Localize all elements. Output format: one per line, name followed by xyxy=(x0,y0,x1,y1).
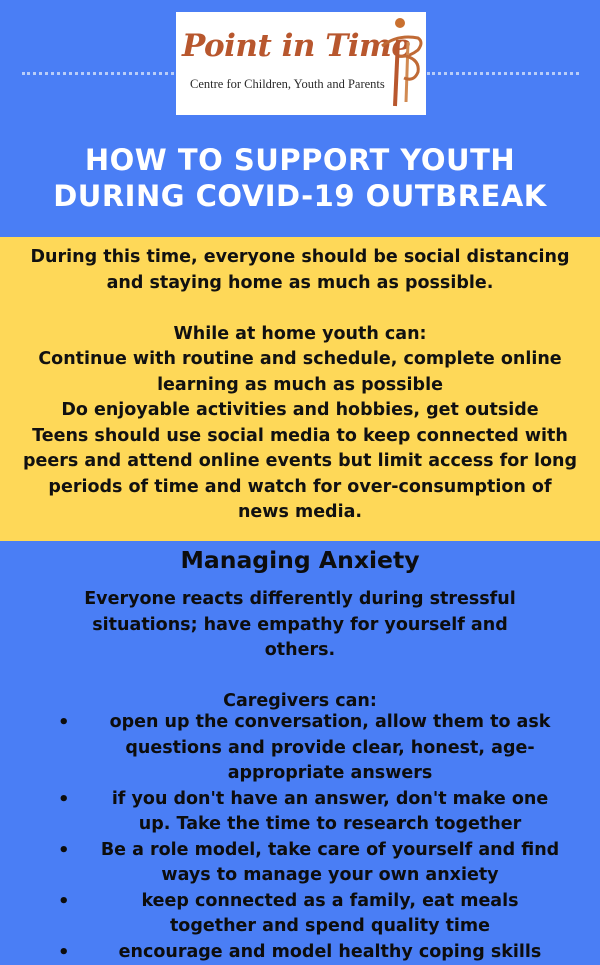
list-item xyxy=(0,838,600,889)
home-line: news media. xyxy=(0,500,600,526)
logo-subtitle: Centre for Children, Youth and Parents xyxy=(190,77,385,92)
dotted-divider-left xyxy=(22,72,174,75)
home-line: Continue with routine and schedule, complete online xyxy=(0,347,600,373)
anxiety-line: situations; have empathy for yourself and xyxy=(0,613,600,639)
home-line: Teens should use social media to keep connected with xyxy=(0,424,600,450)
list-item-line: if you don't have an answer, don't make one xyxy=(80,787,580,813)
list-item-line: questions and provide clear, honest, age- xyxy=(80,736,580,762)
list-item xyxy=(0,787,600,838)
list-item-line: encourage and model healthy coping skills xyxy=(80,940,580,965)
anxiety-intro xyxy=(0,587,600,715)
caregivers-heading: Caregivers can: xyxy=(0,689,600,715)
home-line: periods of time and watch for over-consumption of xyxy=(0,475,600,501)
list-item xyxy=(0,710,600,787)
bullet-icon: • xyxy=(58,940,70,965)
title-line-2: DURING COVID-19 OUTBREAK xyxy=(0,178,600,214)
intro-line: During this time, everyone should be social distancing xyxy=(0,245,600,271)
dotted-divider-right xyxy=(427,72,579,75)
page-title xyxy=(0,142,600,214)
bullet-icon: • xyxy=(58,710,70,736)
list-item-line: open up the conversation, allow them to ask xyxy=(80,710,580,736)
intro-line: and staying home as much as possible. xyxy=(0,271,600,297)
list-item-line: ways to manage your own anxiety xyxy=(80,863,580,889)
spacer xyxy=(0,664,600,690)
list-item-line: together and spend quality time xyxy=(80,914,580,940)
home-heading: While at home youth can: xyxy=(0,322,600,348)
caregiver-list xyxy=(0,710,600,965)
title-line-1: HOW TO SUPPORT YOUTH xyxy=(0,142,600,178)
home-line: learning as much as possible xyxy=(0,373,600,399)
anxiety-line: Everyone reacts differently during stressful xyxy=(0,587,600,613)
bullet-icon: • xyxy=(58,889,70,915)
bullet-icon: • xyxy=(58,838,70,864)
logo-title: Point in Time xyxy=(182,28,411,64)
list-item xyxy=(0,889,600,940)
logo-mark-icon xyxy=(378,16,424,110)
anxiety-heading: Managing Anxiety xyxy=(0,545,600,575)
home-line: Do enjoyable activities and hobbies, get outside xyxy=(0,398,600,424)
list-item-line: Be a role model, take care of yourself and find xyxy=(80,838,580,864)
spacer xyxy=(0,296,600,322)
logo xyxy=(176,12,426,115)
list-item xyxy=(0,940,600,965)
list-item-line: up. Take the time to research together xyxy=(80,812,580,838)
home-section xyxy=(0,245,600,526)
list-item-line: appropriate answers xyxy=(80,761,580,787)
anxiety-line: others. xyxy=(0,638,600,664)
bullet-icon: • xyxy=(58,787,70,813)
home-line: peers and attend online events but limit access for long xyxy=(0,449,600,475)
list-item-line: keep connected as a family, eat meals xyxy=(80,889,580,915)
